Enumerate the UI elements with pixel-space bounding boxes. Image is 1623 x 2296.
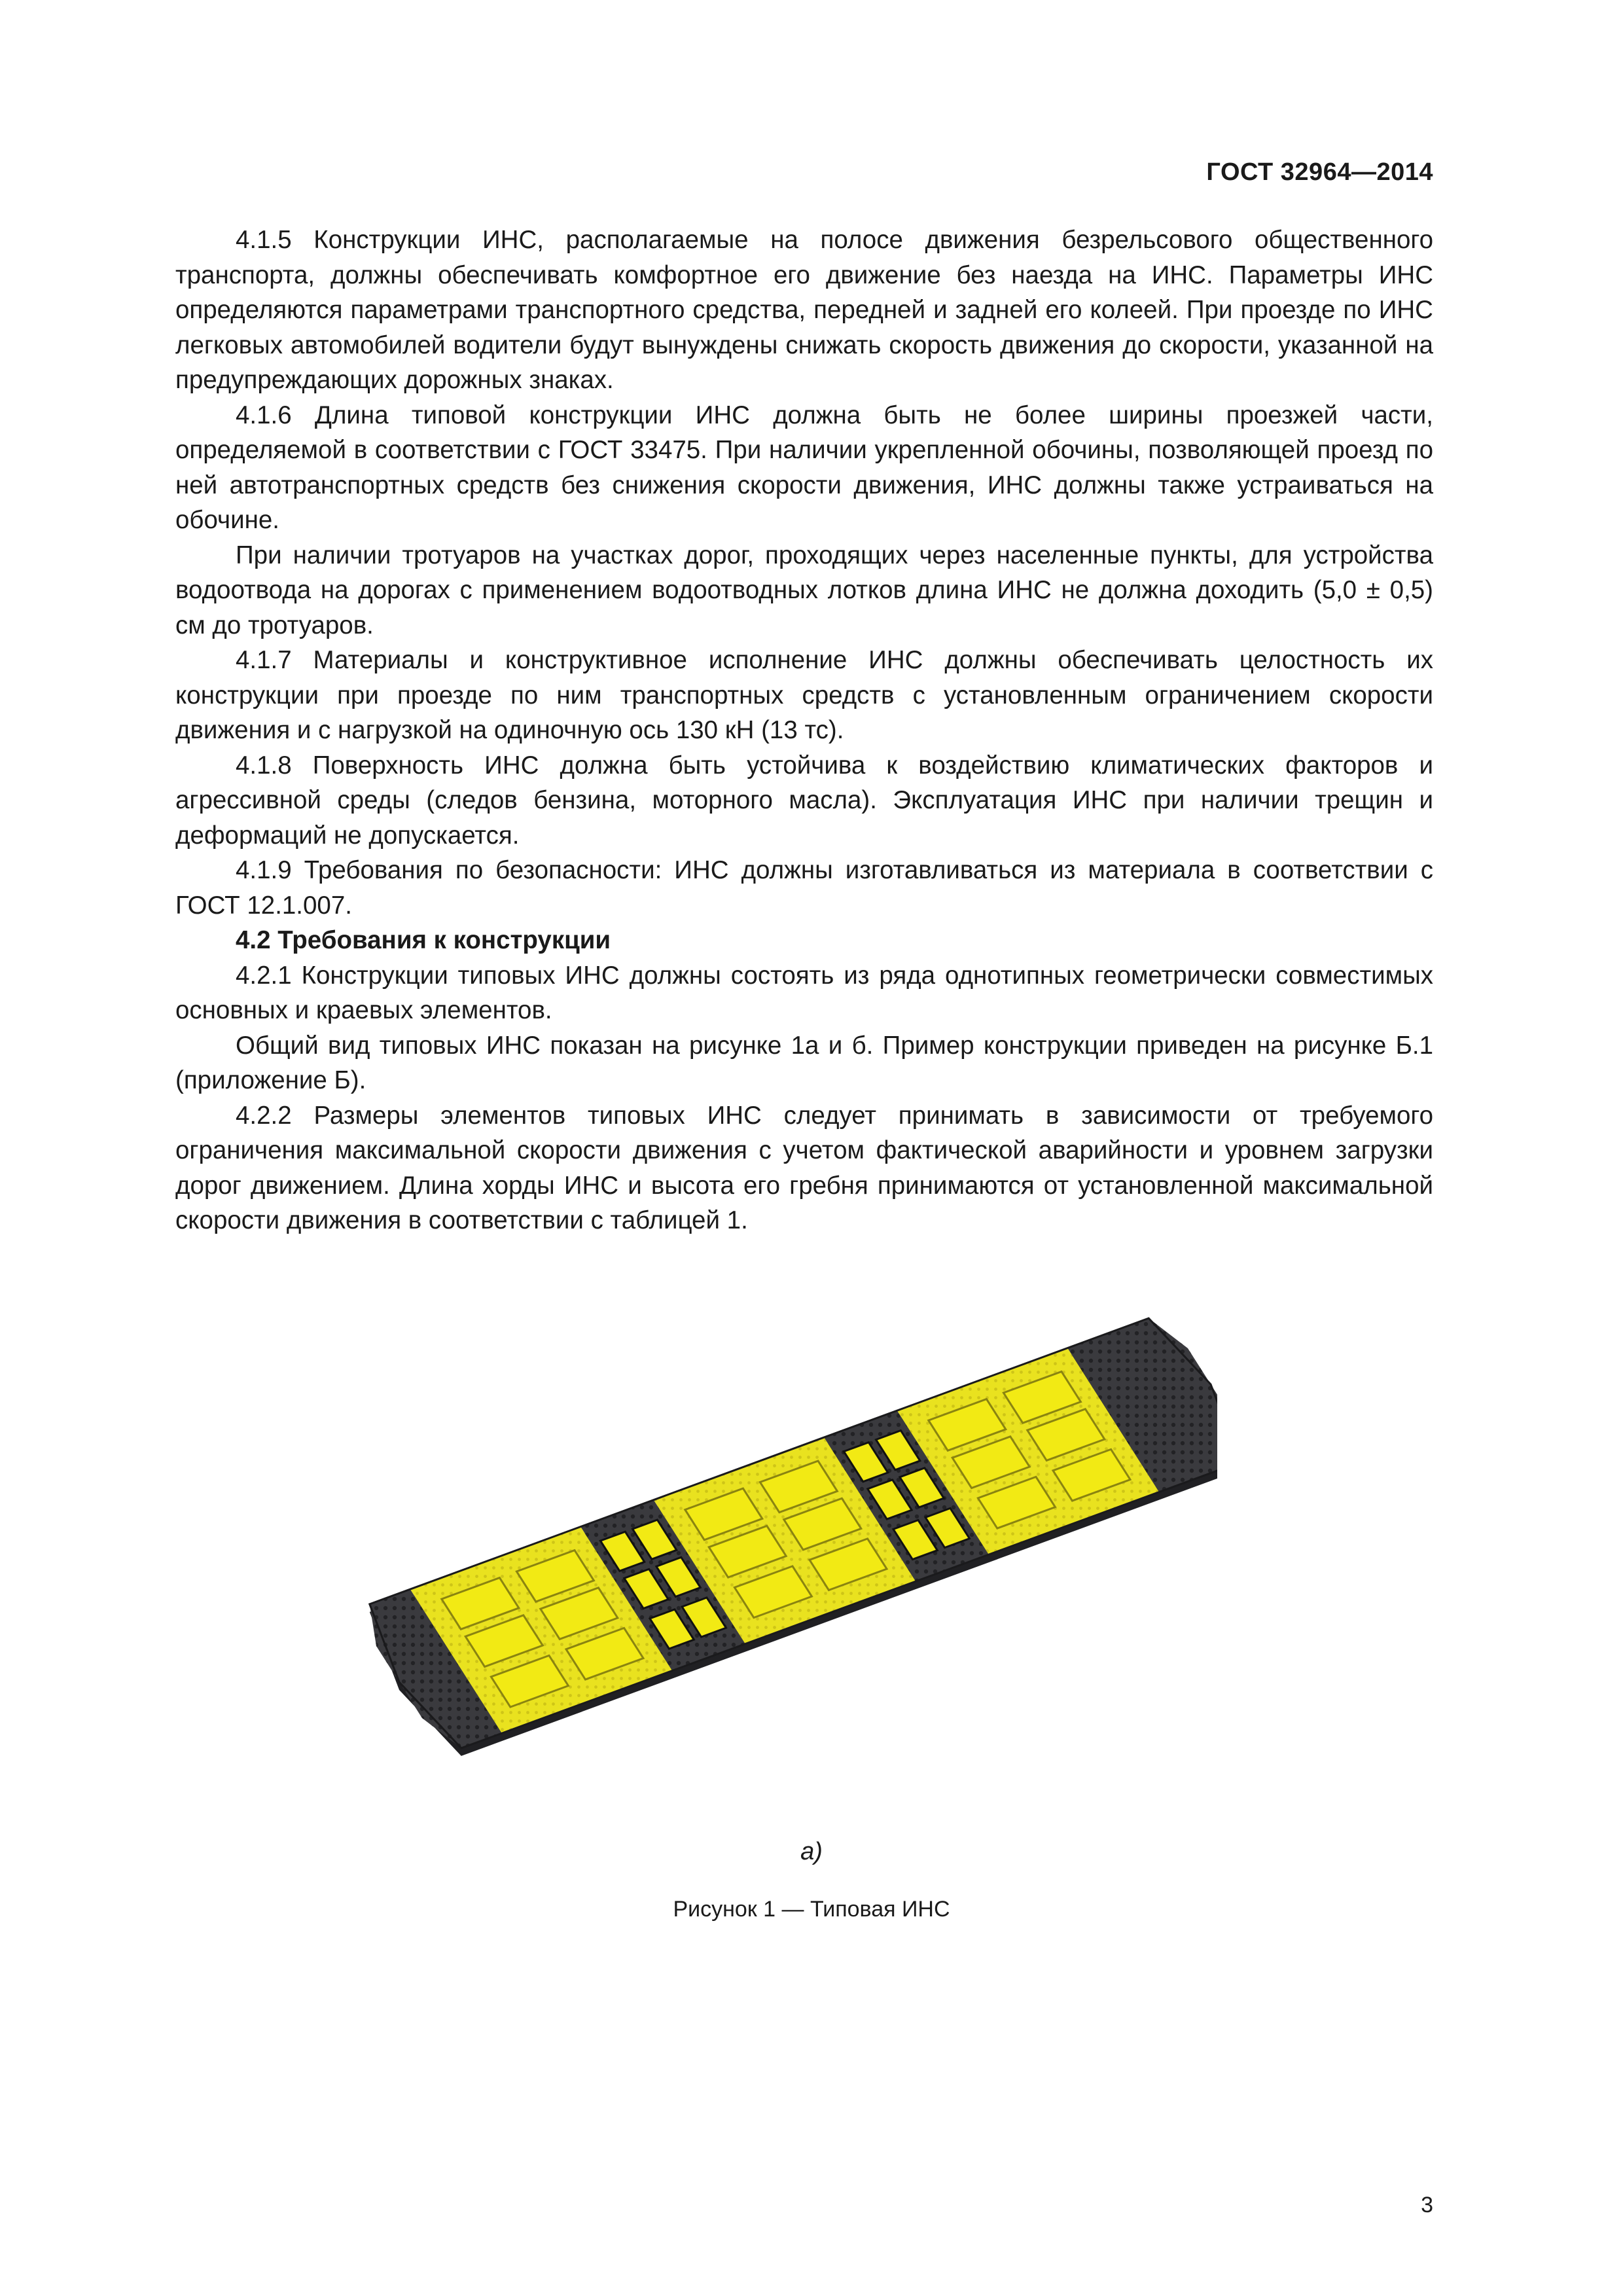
paragraph: При наличии тротуаров на участках дорог, проходящих через населенные пункты, для устройства водоотвода на дорогах с применением водоотводных лотков длина ИНС не должна доходить (5,0 ± 0,5) см до тротуаров. [175, 541, 1433, 639]
paragraph: 4.1.9 Требования по безопасности: ИНС должны изготавливаться из материала в соответствии с ГОСТ 12.1.007. [175, 856, 1433, 920]
figure-sublabel: а) [800, 1838, 823, 1865]
document-id: ГОСТ 32964—2014 [1206, 158, 1433, 186]
paragraph: 4.1.5 Конструкции ИНС, располагаемые на полосе движения безрельсового общественного транспорта, должны обеспечивать комфортное его движение без наезда на ИНС. Параметры ИНС определяются параметрами транспортного средства, передней и задней его колеей. При проезде по ИНС легковых автомобилей водители будут вынуждены снижать скорость движения до скорости, указанной на предупреждающих дорожных знаках. [175, 226, 1433, 394]
body-text [175, 223, 1433, 1238]
paragraph: 4.2.2 Размеры элементов типовых ИНС следует принимать в зависимости от требуемого ограничения максимальной скорости движения с учетом фактической аварийности и уровнем загрузки дорог движением. Длина хорды ИНС и высота его гребня принимаются от установленной максимальной скорости движения в соответствии с таблицей 1. [175, 1101, 1433, 1234]
page-number: 3 [1421, 2193, 1433, 2217]
speed-bump-illustration [353, 1283, 1217, 1839]
paragraph: 4.2.1 Конструкции типовых ИНС должны состоять из ряда однотипных геометрически совместимых основных и краевых элементов. [175, 961, 1433, 1024]
paragraph: 4.1.6 Длина типовой конструкции ИНС должна быть не более ширины проезжей части, определяемой в соответствии с ГОСТ 33475. При наличии укрепленной обочины, позволяющей проезд по ней автотранспортных средств без снижения скорости движения, ИНС должны также устраиваться на обочине. [175, 401, 1433, 534]
speed-bump-figure [353, 1283, 1217, 1839]
figure-caption: Рисунок 1 — Типовая ИНС [673, 1897, 950, 1922]
paragraph: 4.1.7 Материалы и конструктивное исполнение ИНС должны обеспечивать целостность их конструкции при проезде по ним транспортных средств с установленным ограничением скорости движения и с нагрузкой на одиночную ось 130 кН (13 тс). [175, 646, 1433, 744]
paragraph: Общий вид типовых ИНС показан на рисунке 1а и б. Пример конструкции приведен на рисунке Б.1 (приложение Б). [175, 1031, 1433, 1094]
paragraph: 4.1.8 Поверхность ИНС должна быть устойчива к воздействию климатических факторов и агрессивной среды (следов бензина, моторного масла). Эксплуатация ИНС при наличии трещин и деформаций не допускается. [175, 751, 1433, 850]
section-heading: 4.2 Требования к конструкции [236, 926, 611, 954]
